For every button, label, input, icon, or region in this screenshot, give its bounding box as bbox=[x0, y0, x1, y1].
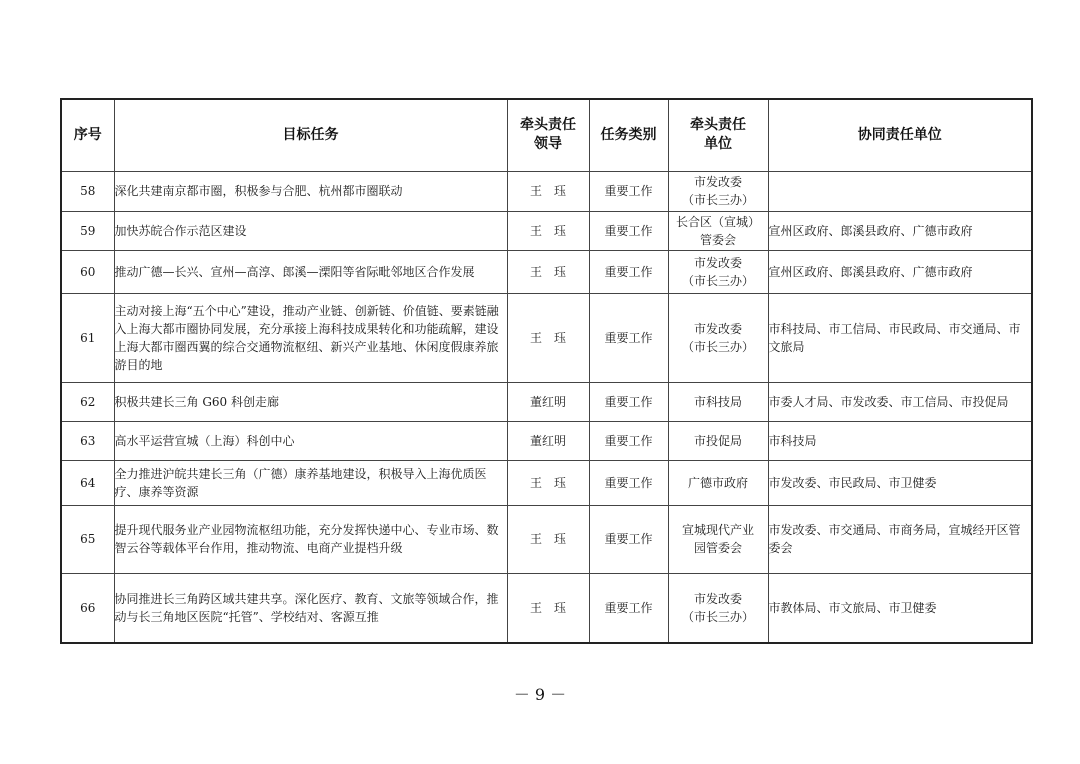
header-seq: 序号 bbox=[61, 99, 114, 171]
row-task: 协同推进长三角跨区域共建共享。深化医疗、教育、文旅等领域合作，推动与长三角地区医院“托管”、学校结对、客源互推 bbox=[114, 573, 507, 643]
row-seq: 60 bbox=[61, 250, 114, 293]
table-row bbox=[61, 211, 1032, 250]
row-seq: 65 bbox=[61, 505, 114, 573]
row-unit: 宣城现代产业 园管委会 bbox=[668, 505, 768, 573]
row-category: 重要工作 bbox=[589, 421, 668, 460]
row-leader: 王 珏 bbox=[507, 250, 589, 293]
row-task: 加快苏皖合作示范区建设 bbox=[114, 211, 507, 250]
table-row bbox=[61, 171, 1032, 211]
row-category: 重要工作 bbox=[589, 505, 668, 573]
table-row bbox=[61, 250, 1032, 293]
row-category: 重要工作 bbox=[589, 293, 668, 382]
row-unit: 市发改委 （市长三办） bbox=[668, 250, 768, 293]
row-task: 主动对接上海“五个中心”建设，推动产业链、创新链、价值链、要素链融入上海大都市圈协同发展，充分承接上海科技成果转化和功能疏解，建设上海大都市圈西翼的综合交通物流枢纽、新兴产业基地、休闲度假康养旅游目的地 bbox=[114, 293, 507, 382]
row-category: 重要工作 bbox=[589, 171, 668, 211]
page-number: － 9 － bbox=[513, 685, 567, 704]
row-task: 全力推进沪皖共建长三角（广德）康养基地建设，积极导入上海优质医疗、康养等资源 bbox=[114, 460, 507, 505]
row-task: 深化共建南京都市圈，积极参与合肥、杭州都市圈联动 bbox=[114, 171, 507, 211]
row-coop: 市发改委、市民政局、市卫健委 bbox=[768, 460, 1032, 505]
header-category: 任务类别 bbox=[589, 99, 668, 171]
row-task: 高水平运营宣城（上海）科创中心 bbox=[114, 421, 507, 460]
row-seq: 62 bbox=[61, 382, 114, 421]
row-coop: 市科技局 bbox=[768, 421, 1032, 460]
row-unit: 市发改委 （市长三办） bbox=[668, 293, 768, 382]
header-coop: 协同责任单位 bbox=[768, 99, 1032, 171]
row-category: 重要工作 bbox=[589, 382, 668, 421]
header-unit: 牵头责任 单位 bbox=[668, 99, 768, 171]
row-unit: 市科技局 bbox=[668, 382, 768, 421]
table-row bbox=[61, 382, 1032, 421]
table-row bbox=[61, 293, 1032, 382]
row-coop: 市教体局、市文旅局、市卫健委 bbox=[768, 573, 1032, 643]
row-category: 重要工作 bbox=[589, 250, 668, 293]
row-coop: 宣州区政府、郎溪县政府、广德市政府 bbox=[768, 250, 1032, 293]
row-seq: 66 bbox=[61, 573, 114, 643]
table-row bbox=[61, 505, 1032, 573]
row-seq: 61 bbox=[61, 293, 114, 382]
row-leader: 董红明 bbox=[507, 421, 589, 460]
row-seq: 63 bbox=[61, 421, 114, 460]
row-leader: 王 珏 bbox=[507, 171, 589, 211]
row-category: 重要工作 bbox=[589, 211, 668, 250]
row-coop: 市科技局、市工信局、市民政局、市交通局、市文旅局 bbox=[768, 293, 1032, 382]
row-leader: 王 珏 bbox=[507, 573, 589, 643]
row-coop bbox=[768, 171, 1032, 211]
table-row bbox=[61, 421, 1032, 460]
row-coop: 宣州区政府、郎溪县政府、广德市政府 bbox=[768, 211, 1032, 250]
row-leader: 董红明 bbox=[507, 382, 589, 421]
row-unit: 市投促局 bbox=[668, 421, 768, 460]
table-row bbox=[61, 573, 1032, 643]
table-header-row bbox=[61, 99, 1032, 171]
row-leader: 王 珏 bbox=[507, 293, 589, 382]
row-leader: 王 珏 bbox=[507, 505, 589, 573]
row-unit: 市发改委 （市长三办） bbox=[668, 573, 768, 643]
task-table bbox=[60, 98, 1033, 644]
row-unit: 市发改委 （市长三办） bbox=[668, 171, 768, 211]
row-category: 重要工作 bbox=[589, 460, 668, 505]
row-leader: 王 珏 bbox=[507, 211, 589, 250]
row-unit: 长合区（宣城） 管委会 bbox=[668, 211, 768, 250]
row-task: 提升现代服务业产业园物流枢纽功能，充分发挥快递中心、专业市场、数智云谷等载体平台作用，推动物流、电商产业提档升级 bbox=[114, 505, 507, 573]
row-coop: 市委人才局、市发改委、市工信局、市投促局 bbox=[768, 382, 1032, 421]
row-task: 积极共建长三角 G60 科创走廊 bbox=[114, 382, 507, 421]
row-seq: 59 bbox=[61, 211, 114, 250]
row-category: 重要工作 bbox=[589, 573, 668, 643]
header-leader: 牵头责任 领导 bbox=[507, 99, 589, 171]
row-unit: 广德市政府 bbox=[668, 460, 768, 505]
row-coop: 市发改委、市交通局、市商务局，宣城经开区管委会 bbox=[768, 505, 1032, 573]
row-seq: 58 bbox=[61, 171, 114, 211]
row-leader: 王 珏 bbox=[507, 460, 589, 505]
table-row bbox=[61, 460, 1032, 505]
row-seq: 64 bbox=[61, 460, 114, 505]
header-task: 目标任务 bbox=[114, 99, 507, 171]
row-task: 推动广德—长兴、宣州—高淳、郎溪—溧阳等省际毗邻地区合作发展 bbox=[114, 250, 507, 293]
